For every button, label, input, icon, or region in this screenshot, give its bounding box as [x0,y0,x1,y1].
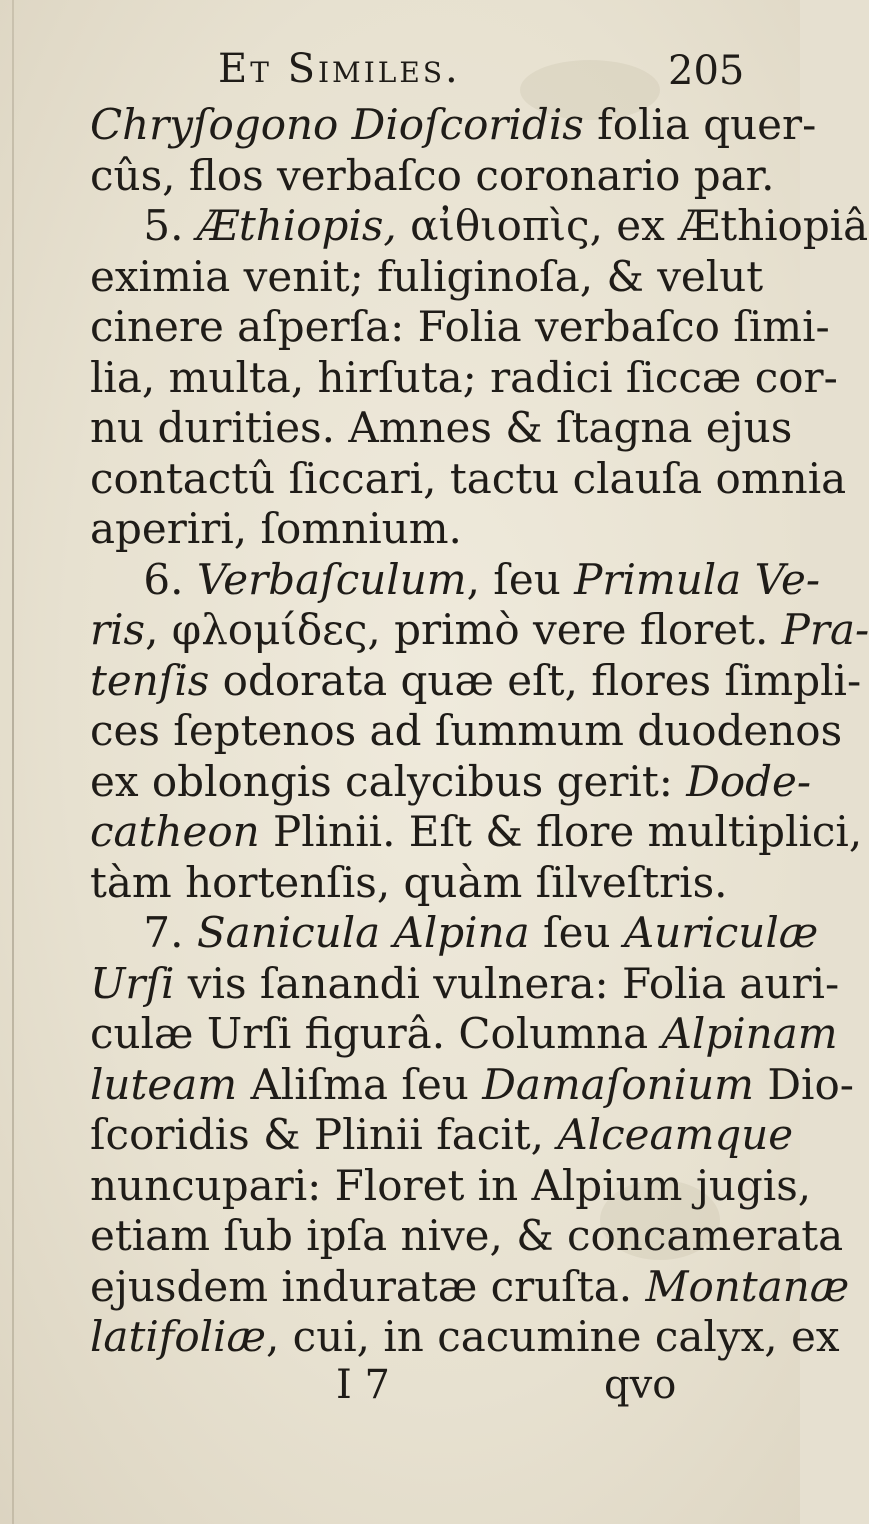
catchword: qvo [604,1362,677,1408]
text-run: nu durities. Amnes & ſtagna ejus [90,403,793,452]
text-run: eximia venit; fuliginoſa, & velut [90,251,764,301]
italic-run: Verbaſculum [196,554,467,604]
text-line [90,100,817,151]
text-line [90,807,863,858]
text-run: αἰθιοπὶς, ex Æthiopiâ [396,201,869,250]
text-run: nuncupari: Floret in Alpium jugis, [90,1160,812,1210]
text-run: ex oblongis calycibus gerit: [90,756,687,806]
page-header [0,38,800,108]
text-line [90,1160,812,1212]
text-line [90,352,838,404]
text-run: folia quer- [583,100,817,149]
text-run: 5. [90,201,197,250]
text-run: culæ Urſi figurâ. Columna [90,1009,662,1058]
text-run: 7. [90,908,197,957]
running-title: Et Similes. [218,46,461,92]
italic-run: catheon [90,807,260,856]
italic-run: Alpinam [661,1009,838,1058]
italic-run: luteam [90,1059,238,1109]
text-run: contactû ſiccari, tactu clauſa omnia [90,453,847,503]
italic-run: Auriculæ [623,908,819,957]
text-line [90,1059,854,1111]
text-run: Aliſma ſeu [237,1059,483,1109]
text-run: vis ſanandi vulnera: Folia auri- [174,958,840,1008]
text-line [90,756,812,808]
text-line [90,958,840,1010]
text-line [90,605,869,656]
gutter-edge [12,0,14,1524]
text-line [90,151,790,202]
text-run: cûs, flos verbaſco coronario par. [90,150,775,200]
text-line [90,201,869,252]
text-line [90,1211,844,1262]
text-run: 6. [90,554,197,604]
text-line [90,1261,850,1313]
text-line [90,706,843,757]
text-line [90,453,847,505]
text-run: ejusdem induratæ cruſta. [90,1261,646,1311]
text-line [90,554,821,606]
text-line [90,252,790,303]
page-number: 205 [668,48,745,94]
page-footer [0,1362,800,1422]
text-line [90,504,790,555]
text-line [90,1312,840,1363]
text-run: odorata quæ eſt, flores ſimpli- [209,655,862,705]
text-run: Dio- [753,1059,854,1109]
text-line [90,1009,838,1060]
text-run: aperiri, ſomnium. [90,504,462,553]
italic-run: latifoliæ [90,1312,266,1361]
body-text [90,100,869,1363]
text-run: ſeu [529,908,624,957]
italic-run: Æthiopis, [196,201,397,250]
text-run: ces ſeptenos ad ſummum duodenos [90,706,843,755]
text-line [90,655,862,707]
text-run: Plinii. Eſt & flore multiplici, [259,807,863,856]
text-run: lia, multa, hirſuta; radici ſiccæ cor- [90,352,838,402]
text-run: , ſeu [466,554,575,604]
italic-run: tenſis [90,655,210,705]
italic-run: Dode- [686,756,812,806]
text-line [90,908,819,959]
italic-run: Pra- [781,605,869,654]
text-line [90,1110,794,1161]
text-run: etiam ſub ipſa nive, & concamerata [90,1211,844,1260]
signature-mark: I 7 [336,1362,390,1408]
italic-run: Alceamque [557,1110,794,1159]
italic-run: Primula Ve- [574,554,821,604]
italic-run: Damaſonium [482,1059,754,1109]
italic-run: Urſi [90,958,175,1008]
text-run: , cui, in cacumine calyx, ex [265,1312,840,1361]
text-run: cinere aſperſa: Folia verbaſco ſimi- [90,302,830,351]
italic-run: Sanicula Alpina [196,908,530,957]
text-line [90,403,793,454]
text-line [90,858,790,909]
italic-run: Montanæ [645,1261,850,1311]
text-line [90,302,830,353]
italic-run: ris [90,605,146,654]
text-run: , φλομίδες, primò vere floret. [145,605,782,654]
text-run: ſcoridis & Plinii facit, [90,1110,558,1159]
italic-run: Chryſogono Dioſcoridis [90,100,584,149]
text-run: tàm hortenſis, quàm ſilveſtris. [90,857,728,907]
